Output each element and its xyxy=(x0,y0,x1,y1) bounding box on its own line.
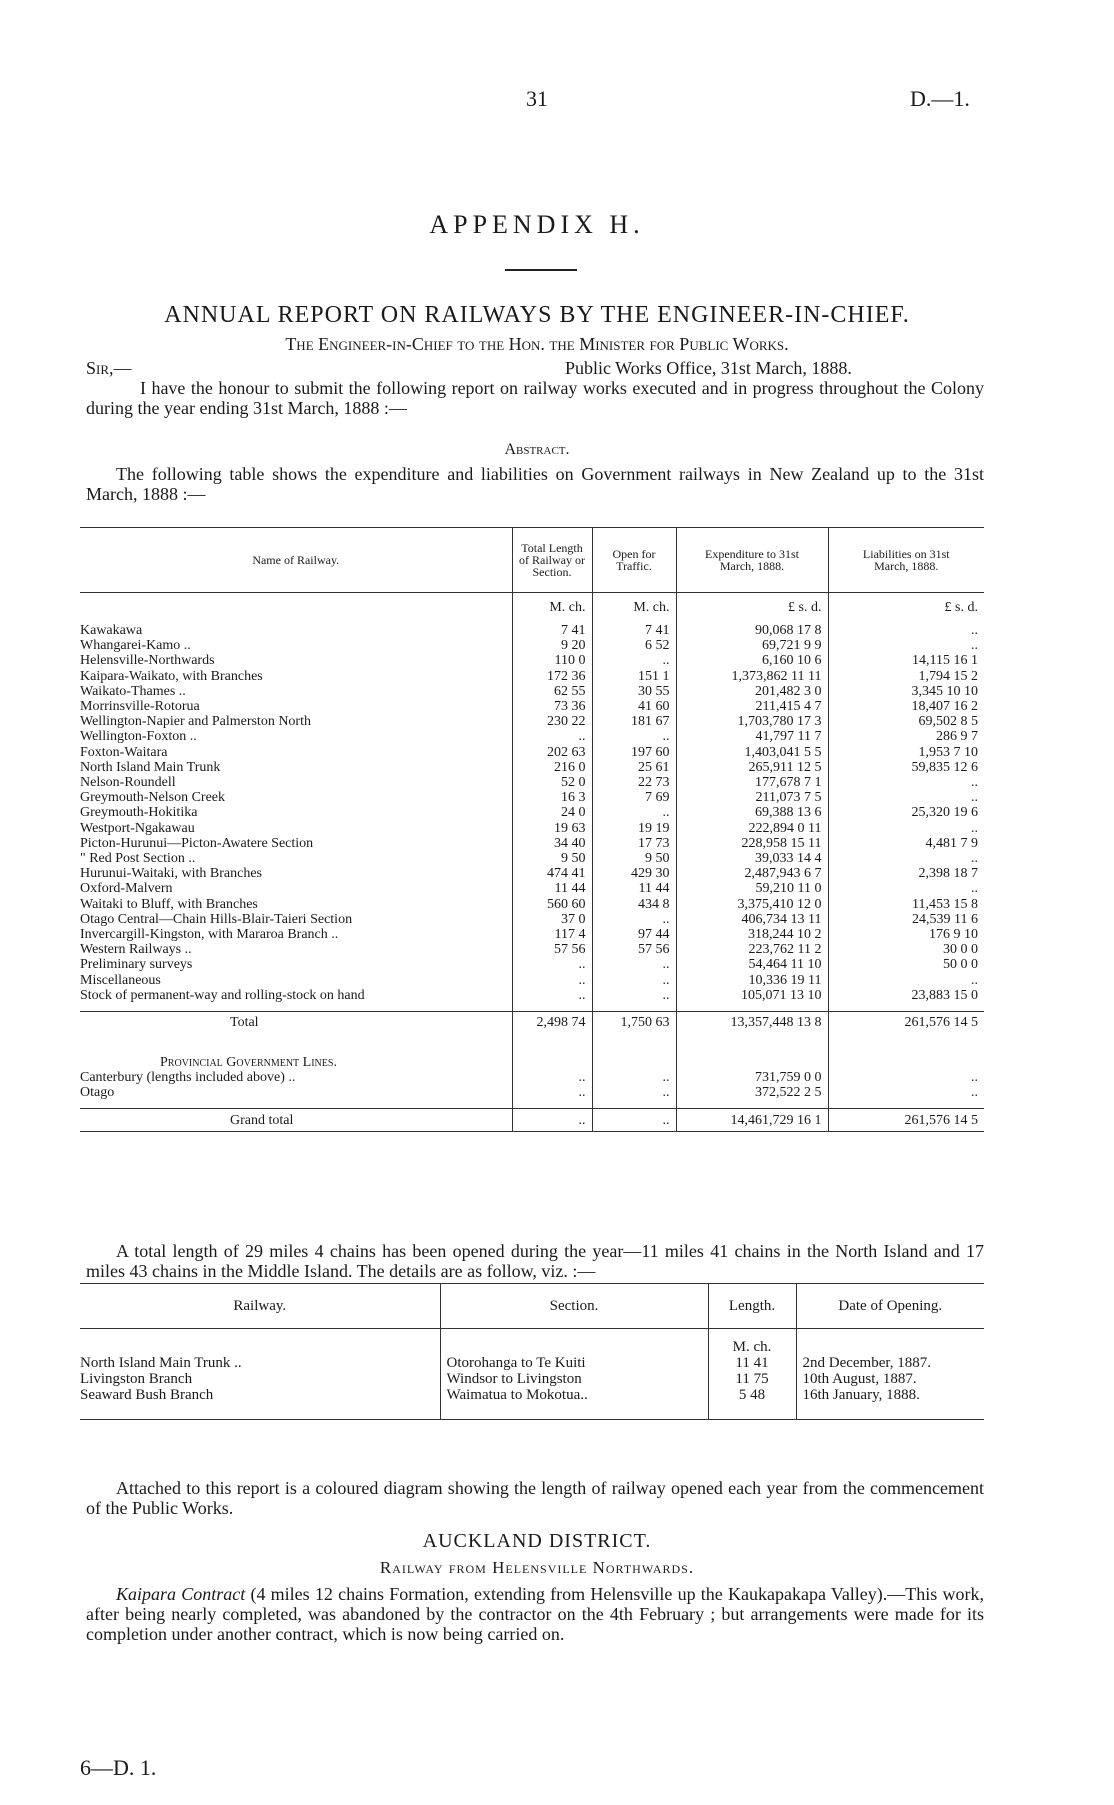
table-row xyxy=(80,745,984,760)
unit-expenditure: £ s. d. xyxy=(676,593,828,616)
length-value: .. xyxy=(512,1109,592,1132)
col-date-opening: Date of Opening. xyxy=(796,1284,984,1329)
liabilities-value: 1,794 15 2 xyxy=(828,669,984,684)
railway-name: Kawakawa xyxy=(80,623,143,638)
length-value: 474 41 xyxy=(512,866,592,881)
liabilities-value: 11,453 15 8 xyxy=(828,897,984,912)
spacer-row xyxy=(80,615,984,623)
length-value: 9 50 xyxy=(512,851,592,866)
railway-name: Greymouth-Hokitika xyxy=(80,805,198,821)
page-reference: D.—1. xyxy=(910,86,970,111)
liabilities-value: 59,835 12 6 xyxy=(828,760,984,775)
expenditure-value: 13,357,448 13 8 xyxy=(676,1012,828,1035)
open-value: 181 67 xyxy=(592,714,676,729)
expenditure-value: 1,373,862 11 11 xyxy=(676,669,828,684)
expenditure-value: 265,911 12 5 xyxy=(676,760,828,775)
liabilities-value: 261,576 14 5 xyxy=(828,1109,984,1132)
open-value: 41 60 xyxy=(592,699,676,714)
spacer-row xyxy=(80,1003,984,1012)
open-value: 22 73 xyxy=(592,775,676,790)
contract-paragraph xyxy=(86,1584,984,1644)
table-row xyxy=(80,821,984,836)
length-value: 560 60 xyxy=(512,897,592,912)
grand-total-row xyxy=(80,1109,984,1132)
expenditure-value: 3,375,410 12 0 xyxy=(676,897,828,912)
length-value: 11 44 xyxy=(512,881,592,896)
liabilities-value: .. xyxy=(828,821,984,836)
table2-units-row xyxy=(80,1329,984,1356)
total-row xyxy=(80,1012,984,1035)
railway-name: Otago Central—Chain Hills-Blair-Taieri Section xyxy=(80,911,353,927)
abstract-paragraph: The following table shows the expenditure and liabilities on Government railways in New Zealand up to the 31st March, 1888 :— xyxy=(86,464,984,504)
length-value: 52 0 xyxy=(512,775,592,790)
expenditure-value: 59,210 11 0 xyxy=(676,881,828,896)
col-length: Length. xyxy=(708,1284,796,1329)
open-value: .. xyxy=(592,1070,676,1085)
open-value: 429 30 xyxy=(592,866,676,881)
open-value: 25 61 xyxy=(592,760,676,775)
open-value: 151 1 xyxy=(592,669,676,684)
length-value: 62 55 xyxy=(512,684,592,699)
addressed-line: The Engineer-in-Chief to the Hon. the Minister for Public Works. xyxy=(285,334,789,354)
expenditure-value: 177,678 7 1 xyxy=(676,775,828,790)
railway-name: Western Railways .. xyxy=(80,942,192,958)
open-value: 1,750 63 xyxy=(592,1012,676,1035)
provincial-row xyxy=(80,1070,984,1085)
expenditure-value: 105,071 13 10 xyxy=(676,988,828,1003)
open-value: 434 8 xyxy=(592,897,676,912)
table-row xyxy=(80,927,984,942)
railway-name: Westport-Ngakawau xyxy=(80,820,195,836)
railway-name: Oxford-Malvern xyxy=(80,881,173,897)
table-row xyxy=(80,623,984,638)
railway-name: Kaipara-Waikato, with Branches xyxy=(80,668,263,684)
railway-cell: Livingston Branch xyxy=(80,1371,193,1387)
railway-name: Picton-Hurunui—Picton-Awatere Section xyxy=(80,835,314,851)
table-header-row xyxy=(80,528,984,593)
length-value: 37 0 xyxy=(512,912,592,927)
table-row xyxy=(80,942,984,957)
table-row xyxy=(80,760,984,775)
opened-paragraph: A total length of 29 miles 4 chains has been opened during the year—11 miles 41 chains in the North Island and 17 miles 43 chains in the Middle Island. The details are as follow, viz. :— xyxy=(86,1241,984,1281)
col-open-traffic: Open for Traffic. xyxy=(592,528,676,593)
expenditure-value: 39,033 14 4 xyxy=(676,851,828,866)
expenditure-value: 69,388 13 6 xyxy=(676,805,828,820)
length-value: 19 63 xyxy=(512,821,592,836)
liabilities-value: 286 9 7 xyxy=(828,729,984,744)
salutation: Sir,— xyxy=(86,358,132,378)
expenditure-value: 1,703,780 17 3 xyxy=(676,714,828,729)
liabilities-value: 50 0 0 xyxy=(828,957,984,972)
liabilities-value: 23,883 15 0 xyxy=(828,988,984,1003)
liabilities-value: .. xyxy=(828,1070,984,1085)
table-row xyxy=(80,912,984,927)
open-value: 17 73 xyxy=(592,836,676,851)
expenditure-value: 318,244 10 2 xyxy=(676,927,828,942)
railway-name: Wellington-Napier and Palmerston North xyxy=(80,714,311,730)
table-row xyxy=(80,836,984,851)
railway-name: Greymouth-Nelson Creek xyxy=(80,790,226,806)
table-row xyxy=(80,699,984,714)
railway-name: Whangarei-Kamo .. xyxy=(80,638,191,654)
open-value: .. xyxy=(592,653,676,668)
page-number: 31 xyxy=(526,86,548,111)
date-cell: 10th August, 1887. xyxy=(796,1371,984,1387)
expenditure-value: 14,461,729 16 1 xyxy=(676,1109,828,1132)
col-liabilities: Liabilities on 31st March, 1888. xyxy=(828,528,984,593)
expenditure-value: 2,487,943 6 7 xyxy=(676,866,828,881)
district-heading: AUCKLAND DISTRICT. xyxy=(422,1530,652,1552)
liabilities-value: .. xyxy=(828,790,984,805)
col-expenditure: Expenditure to 31st March, 1888. xyxy=(676,528,828,593)
unit-open: M. ch. xyxy=(592,593,676,616)
table-row xyxy=(80,973,984,988)
railway-name: Morrinsville-Rotorua xyxy=(80,699,200,715)
length-cell: 11 41 xyxy=(708,1355,796,1371)
liabilities-value: 261,576 14 5 xyxy=(828,1012,984,1035)
open-value: 7 69 xyxy=(592,790,676,805)
length-value: 73 36 xyxy=(512,699,592,714)
spacer-row xyxy=(80,1403,984,1420)
liabilities-value: 18,407 16 2 xyxy=(828,699,984,714)
dateline: Public Works Office, 31st March, 1888. xyxy=(565,358,852,378)
length-value: .. xyxy=(512,1070,592,1085)
railway-name: North Island Main Trunk xyxy=(80,759,221,775)
table-row xyxy=(80,684,984,699)
open-value: 6 52 xyxy=(592,638,676,653)
length-value: 7 41 xyxy=(512,623,592,638)
length-value: 9 20 xyxy=(512,638,592,653)
liabilities-value: 4,481 7 9 xyxy=(828,836,984,851)
open-value: .. xyxy=(592,1085,676,1100)
expenditure-value: 211,415 4 7 xyxy=(676,699,828,714)
table-row xyxy=(80,714,984,729)
table-row xyxy=(80,805,984,820)
liabilities-value: 1,953 7 10 xyxy=(828,745,984,760)
length-value: .. xyxy=(512,957,592,972)
length-value: 34 40 xyxy=(512,836,592,851)
expenditure-value: 6,160 10 6 xyxy=(676,653,828,668)
unit-length-2: M. ch. xyxy=(708,1329,796,1356)
open-value: .. xyxy=(592,1109,676,1132)
length-cell: 11 75 xyxy=(708,1371,796,1387)
expenditure-value: 406,734 13 11 xyxy=(676,912,828,927)
length-value: 24 0 xyxy=(512,805,592,820)
provincial-heading-row xyxy=(80,1034,984,1070)
open-value: .. xyxy=(592,805,676,820)
section-cell: Otorohanga to Te Kuiti xyxy=(440,1355,708,1371)
date-cell: 2nd December, 1887. xyxy=(796,1355,984,1371)
col-total-length: Total Length of Railway or Section. xyxy=(512,528,592,593)
railway-name: Foxton-Waitara xyxy=(80,744,168,760)
col-railway: Railway. xyxy=(80,1284,440,1329)
liabilities-value: 176 9 10 xyxy=(828,927,984,942)
appendix-title: APPENDIX H. xyxy=(429,210,645,239)
expenditure-value: 731,759 0 0 xyxy=(676,1070,828,1085)
expenditure-value: 228,958 15 11 xyxy=(676,836,828,851)
unit-length: M. ch. xyxy=(512,593,592,616)
table-row xyxy=(80,988,984,1003)
railway-name: Stock of permanent-way and rolling-stock on hand xyxy=(80,987,365,1003)
liabilities-value: .. xyxy=(828,775,984,790)
liabilities-value: .. xyxy=(828,881,984,896)
length-value: 216 0 xyxy=(512,760,592,775)
length-value: 172 36 xyxy=(512,669,592,684)
length-value: 230 22 xyxy=(512,714,592,729)
expenditure-value: 223,762 11 2 xyxy=(676,942,828,957)
railway-name: Waitaki to Bluff, with Branches xyxy=(80,896,258,912)
liabilities-value: 25,320 19 6 xyxy=(828,805,984,820)
report-title: ANNUAL REPORT ON RAILWAYS BY THE ENGINEER-IN-CHIEF. xyxy=(164,302,910,328)
open-value: 19 19 xyxy=(592,821,676,836)
expenditure-table xyxy=(80,527,984,1132)
contract-title: Kaipara Contract xyxy=(116,1584,246,1604)
railway-cell: Seaward Bush Branch xyxy=(80,1387,214,1403)
open-value: .. xyxy=(592,729,676,744)
open-value: .. xyxy=(592,973,676,988)
length-value: .. xyxy=(512,973,592,988)
open-value: .. xyxy=(592,912,676,927)
expenditure-value: 222,894 0 11 xyxy=(676,821,828,836)
open-value: 97 44 xyxy=(592,927,676,942)
opening-row xyxy=(80,1371,984,1387)
length-value: 117 4 xyxy=(512,927,592,942)
liabilities-value: 14,115 16 1 xyxy=(828,653,984,668)
liabilities-value: .. xyxy=(828,1085,984,1100)
liabilities-value: 69,502 8 5 xyxy=(828,714,984,729)
table-row xyxy=(80,669,984,684)
section-cell: Windsor to Livingston xyxy=(440,1371,708,1387)
open-value: 30 55 xyxy=(592,684,676,699)
length-value: 2,498 74 xyxy=(512,1012,592,1035)
spacer-row xyxy=(80,1100,984,1109)
expenditure-value: 201,482 3 0 xyxy=(676,684,828,699)
sub-heading: Railway from Helensville Northwards. xyxy=(379,1558,695,1577)
footer-signature: 6—D. 1. xyxy=(80,1755,157,1780)
length-value: 57 56 xyxy=(512,942,592,957)
open-value: .. xyxy=(592,957,676,972)
units-row xyxy=(80,593,984,616)
provincial-heading: Provincial Government Lines. xyxy=(160,1054,337,1070)
section-cell: Waimatua to Mokotua.. xyxy=(440,1387,708,1403)
length-value: 202 63 xyxy=(512,745,592,760)
opening-row xyxy=(80,1387,984,1403)
table-row xyxy=(80,775,984,790)
liabilities-value: .. xyxy=(828,973,984,988)
liabilities-value: 2,398 18 7 xyxy=(828,866,984,881)
table-row xyxy=(80,638,984,653)
expenditure-value: 10,336 19 11 xyxy=(676,973,828,988)
date-cell: 16th January, 1888. xyxy=(796,1387,984,1403)
table2-header-row xyxy=(80,1284,984,1329)
railway-cell: North Island Main Trunk .. xyxy=(80,1355,242,1371)
title-rule xyxy=(505,269,577,271)
col-name-railway: Name of Railway. xyxy=(80,528,512,593)
liabilities-value: .. xyxy=(828,851,984,866)
railway-name: Total xyxy=(80,1012,512,1035)
liabilities-value: .. xyxy=(828,623,984,638)
table-row xyxy=(80,851,984,866)
expenditure-value: 90,068 17 8 xyxy=(676,623,828,638)
railway-name: Otago xyxy=(80,1085,115,1101)
railway-name: Preliminary surveys xyxy=(80,957,193,973)
table-row xyxy=(80,653,984,668)
railway-name: Hurunui-Waitaki, with Branches xyxy=(80,866,262,882)
length-cell: 5 48 xyxy=(708,1387,796,1403)
length-value: .. xyxy=(512,988,592,1003)
table-row xyxy=(80,881,984,896)
col-section: Section. xyxy=(440,1284,708,1329)
contract-text: (4 miles 12 chains Formation, extending from Helensville up the Kaukapakapa Valley).—This work, after being nearly completed, was abandoned by the contractor on the 4th February ; but arrangements were made for its completion under another contract, which is now being carried on. xyxy=(86,1584,984,1644)
liabilities-value: 30 0 0 xyxy=(828,942,984,957)
railway-name: Helensville-Northwards xyxy=(80,653,215,669)
liabilities-value: .. xyxy=(828,638,984,653)
railway-name: Miscellaneous xyxy=(80,972,161,988)
expenditure-value: 54,464 11 10 xyxy=(676,957,828,972)
abstract-heading: Abstract. xyxy=(504,441,570,458)
open-value: 57 56 xyxy=(592,942,676,957)
opening-table xyxy=(80,1283,984,1420)
open-value: 9 50 xyxy=(592,851,676,866)
table-row xyxy=(80,866,984,881)
railway-name: " Red Post Section .. xyxy=(80,851,196,867)
liabilities-value: 3,345 10 10 xyxy=(828,684,984,699)
attached-paragraph: Attached to this report is a coloured diagram showing the length of railway opened each year from the commencement of the Public Works. xyxy=(86,1478,984,1518)
open-value: .. xyxy=(592,988,676,1003)
open-value: 197 60 xyxy=(592,745,676,760)
railway-name: Waikato-Thames .. xyxy=(80,683,186,699)
liabilities-value: 24,539 11 6 xyxy=(828,912,984,927)
expenditure-value: 41,797 11 7 xyxy=(676,729,828,744)
open-value: 11 44 xyxy=(592,881,676,896)
expenditure-value: 372,522 2 5 xyxy=(676,1085,828,1100)
table-row xyxy=(80,897,984,912)
expenditure-value: 211,073 7 5 xyxy=(676,790,828,805)
intro-paragraph: I have the honour to submit the following report on railway works executed and in progress throughout the Colony during the year ending 31st March, 1888 :— xyxy=(86,378,984,418)
railway-name: Wellington-Foxton .. xyxy=(80,729,197,745)
table-row xyxy=(80,729,984,744)
provincial-row xyxy=(80,1085,984,1100)
opening-row xyxy=(80,1355,984,1371)
length-value: .. xyxy=(512,1085,592,1100)
table-row xyxy=(80,790,984,805)
length-value: .. xyxy=(512,729,592,744)
railway-name: Canterbury (lengths included above) .. xyxy=(80,1070,296,1086)
expenditure-value: 1,403,041 5 5 xyxy=(676,745,828,760)
table-row xyxy=(80,957,984,972)
length-value: 110 0 xyxy=(512,653,592,668)
expenditure-value: 69,721 9 9 xyxy=(676,638,828,653)
railway-name: Invercargill-Kingston, with Mararoa Branch .. xyxy=(80,927,339,943)
length-value: 16 3 xyxy=(512,790,592,805)
railway-name: Grand total xyxy=(80,1109,512,1132)
unit-liabilities: £ s. d. xyxy=(828,593,984,616)
railway-name: Nelson-Roundell xyxy=(80,775,176,791)
open-value: 7 41 xyxy=(592,623,676,638)
